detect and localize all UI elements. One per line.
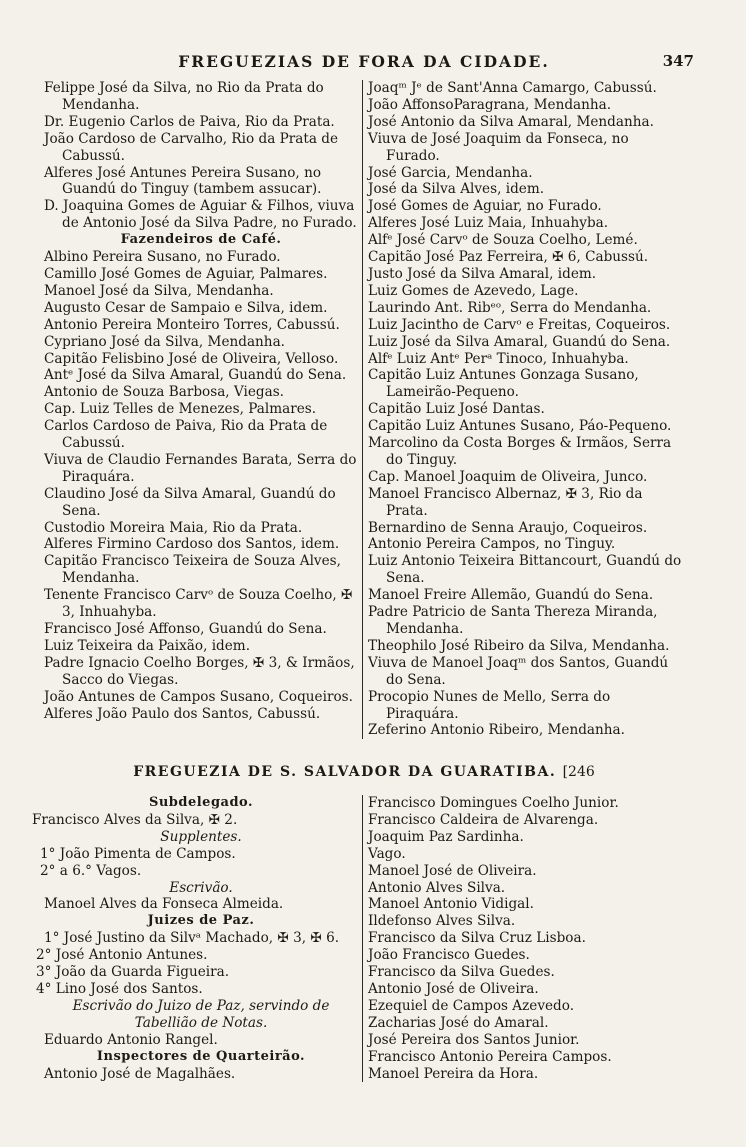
list-entry: João Francisco Guedes. [368, 947, 530, 964]
list-entry: Francisco da Silva Cruz Lisboa. [368, 930, 586, 947]
list-entry: Viuva de José Joaquim da Fonseca, no Furado. [368, 130, 629, 164]
list-entry: Capitão José Paz Ferreira, ✠ 6, Cabussú. [368, 249, 649, 266]
section2-heading [44, 764, 684, 780]
list-entry: Antonio de Souza Barbosa, Viegas. [44, 384, 285, 401]
list-entry: Manoel Francisco Albernaz, ✠ 3, Rio da Prata. [368, 485, 643, 519]
list-entry: Capitão Felisbino José de Oliveira, Velloso. [44, 350, 339, 367]
list-entry: Alferes Firmino Cardoso dos Santos, idem. [44, 536, 340, 553]
list-entry: Vago. [368, 845, 406, 862]
list-entry: Antonio Alves Silva. [368, 879, 506, 896]
list-entry: Capitão Francisco Teixeira de Souza Alves, Mendanha. [44, 553, 341, 587]
page-number: 347 [662, 52, 694, 70]
italic-subheading: Escrivão do Juizo de Paz, servindo de Tabellião de Notas. [72, 997, 330, 1031]
section-subheading: Fazendeiros de Café. [120, 232, 282, 248]
list-entry: Cypriano José da Silva, Mendanha. [44, 333, 285, 350]
list-entry: Laurindo Ant. Ribᵉᵒ, Serra do Mendanha. [368, 299, 652, 316]
section2-title: FREGUEZIA DE S. SALVADOR DA GUARATIBA. [133, 764, 557, 780]
section2-right-column [362, 795, 684, 1082]
list-entry: Albino Pereira Susano, no Furado. [44, 249, 281, 266]
list-entry: Zeferino Antonio Ribeiro, Mendanha. [368, 722, 625, 739]
list-entry: Augusto Cesar de Sampaio e Silva, idem. [44, 299, 328, 316]
list-entry: Eduardo Antonio Rangel. [44, 1031, 218, 1048]
list-entry: Luiz Jacintho de Carvᵒ e Freitas, Coqueiros. [368, 316, 671, 333]
list-entry: Claudino José da Silva Amaral, Guandú do Sena. [44, 485, 336, 519]
list-entry: Alferes João Paulo dos Santos, Cabussú. [44, 705, 321, 722]
italic-subheading: Escrivão. [169, 879, 233, 896]
section1-columns [44, 80, 684, 739]
list-entry: Ezequiel de Campos Azevedo. [368, 997, 575, 1014]
section-subheading: Inspectores de Quarteirão. [96, 1048, 306, 1064]
list-entry: Antonio Pereira Monteiro Torres, Cabussú. [44, 316, 340, 333]
list-entry: Francisco da Silva Guedes. [368, 964, 555, 981]
page-title: FREGUEZIAS DE FORA DA CIDADE. [178, 52, 550, 71]
list-entry: Luiz Gomes de Azevedo, Lage. [368, 282, 579, 299]
list-entry: Francisco Domingues Coelho Junior. [368, 795, 619, 811]
list-entry: 3° João da Guarda Figueira. [36, 964, 230, 981]
list-entry: 2° a 6.° Vagos. [40, 862, 142, 879]
section1-left-column [44, 80, 362, 739]
list-entry: Antᵉ José da Silva Amaral, Guandú do Sena. [44, 367, 347, 384]
list-entry: Manoel Pereira da Hora. [368, 1065, 539, 1082]
list-entry: José da Silva Alves, idem. [368, 181, 545, 198]
section2-columns [32, 795, 684, 1082]
list-entry: Capitão Luiz Antunes Susano, Páo-Pequeno. [368, 418, 672, 435]
section-subheading: Juizes de Paz. [147, 913, 255, 929]
list-entry: Manoel Freire Allemão, Guandú do Sena. [368, 587, 654, 604]
list-entry: Felippe José da Silva, no Rio da Prata do Mendanha. [44, 80, 324, 113]
list-entry: Justo José da Silva Amaral, idem. [368, 265, 597, 282]
list-entry: Luiz José da Silva Amaral, Guandú do Sena. [368, 333, 671, 350]
list-entry: Alfᵉ José Carvᵒ de Souza Coelho, Lemé. [368, 232, 638, 249]
list-entry: 4° Lino José dos Santos. [36, 980, 203, 997]
list-entry: João Cardoso de Carvalho, Rio da Prata de Cabussú. [44, 130, 338, 164]
list-entry: Capitão Luiz José Dantas. [368, 401, 545, 418]
list-entry: José Antonio da Silva Amaral, Mendanha. [368, 113, 654, 130]
list-entry: Dr. Eugenio Carlos de Paiva, Rio da Prata. [44, 113, 335, 130]
list-entry: 2° José Antonio Antunes. [36, 947, 208, 964]
list-entry: Luiz Antonio Teixeira Bittancourt, Guandú do Sena. [368, 553, 682, 587]
list-entry: Alfᵉ Luiz Antᵉ Perᵃ Tinoco, Inhuahyba. [368, 350, 629, 367]
list-entry: Carlos Cardoso de Paiva, Rio da Prata de Cabussú. [44, 418, 328, 452]
list-entry: João Antunes de Campos Susano, Coqueiros. [44, 688, 353, 705]
section2-count: [246 [562, 764, 595, 780]
list-entry: D. Joaquina Gomes de Aguiar & Filhos, viuva de Antonio José da Silva Padre, no Furado. [44, 198, 357, 232]
list-entry: 1° José Justino da Silvᵃ Machado, ✠ 3, ✠ 6. [44, 930, 340, 947]
list-entry: Joaquim Paz Sardinha. [368, 828, 524, 845]
list-entry: José Garcia, Mendanha. [368, 164, 533, 181]
list-entry: João AffonsoParagrana, Mendanha. [368, 96, 612, 113]
list-entry: Francisco Alves da Silva, ✠ 2. [32, 811, 238, 828]
list-entry: 1° João Pimenta de Campos. [40, 845, 236, 862]
list-entry: Antonio José de Magalhães. [44, 1065, 236, 1082]
list-entry: Francisco Antonio Pereira Campos. [368, 1048, 612, 1065]
list-entry: José Gomes de Aguiar, no Furado. [368, 198, 602, 215]
list-entry: Antonio Pereira Campos, no Tinguy. [368, 536, 616, 553]
list-entry: Tenente Francisco Carvᵒ de Souza Coelho, ✠ 3, Inhuahyba. [44, 587, 353, 621]
list-entry: Custodio Moreira Maia, Rio da Prata. [44, 519, 303, 536]
list-entry: Manoel Antonio Vidigal. [368, 896, 534, 913]
section1-right-column [362, 80, 684, 739]
running-header [44, 52, 694, 76]
list-entry: Cap. Manoel Joaquim de Oliveira, Junco. [368, 468, 648, 485]
list-entry: Camillo José Gomes de Aguiar, Palmares. [44, 265, 328, 282]
list-entry: Manoel José da Silva, Mendanha. [44, 282, 274, 299]
list-entry: Antonio José de Oliveira. [368, 980, 539, 997]
list-entry: Manoel José de Oliveira. [368, 862, 537, 879]
list-entry: Manoel Alves da Fonseca Almeida. [44, 896, 284, 913]
list-entry: Francisco Caldeira de Alvarenga. [368, 811, 599, 828]
list-entry: Padre Ignacio Coelho Borges, ✠ 3, & Irmãos, Sacco do Viegas. [44, 654, 355, 688]
list-entry: Ildefonso Alves Silva. [368, 913, 516, 930]
list-entry: Alferes José Antunes Pereira Susano, no Guandú do Tinguy (tambem assucar). [44, 164, 322, 198]
section-subheading: Subdelegado. [148, 795, 254, 810]
list-entry: Viuva de Manoel Joaqᵐ dos Santos, Guandú do Sena. [368, 654, 669, 688]
list-entry: Theophilo José Ribeiro da Silva, Mendanha. [368, 637, 670, 654]
list-entry: Procopio Nunes de Mello, Serra do Piraquára. [368, 688, 611, 722]
list-entry: Marcolino da Costa Borges & Irmãos, Serra do Tinguy. [368, 435, 672, 468]
list-entry: Zacharias José do Amaral. [368, 1014, 549, 1031]
list-entry: Alferes José Luiz Maia, Inhuahyba. [368, 215, 609, 232]
list-entry: Cap. Luiz Telles de Menezes, Palmares. [44, 401, 317, 418]
italic-subheading: Supplentes. [160, 828, 242, 845]
section2-left-column [32, 795, 362, 1082]
list-entry: Capitão Luiz Antunes Gonzaga Susano, Lameirão-Pequeno. [368, 367, 639, 401]
list-entry: José Pereira dos Santos Junior. [368, 1031, 580, 1048]
list-entry: Padre Patricio de Santa Thereza Miranda, Mendanha. [368, 604, 658, 637]
list-entry: Luiz Teixeira da Paixão, idem. [44, 637, 251, 654]
list-entry: Bernardino de Senna Araujo, Coqueiros. [368, 519, 648, 536]
list-entry: Viuva de Claudio Fernandes Barata, Serra do Piraquára. [44, 451, 357, 485]
list-entry: Joaqᵐ Jᵉ de Sant'Anna Camargo, Cabussú. [368, 80, 657, 96]
list-entry: Francisco José Affonso, Guandú do Sena. [44, 621, 327, 637]
